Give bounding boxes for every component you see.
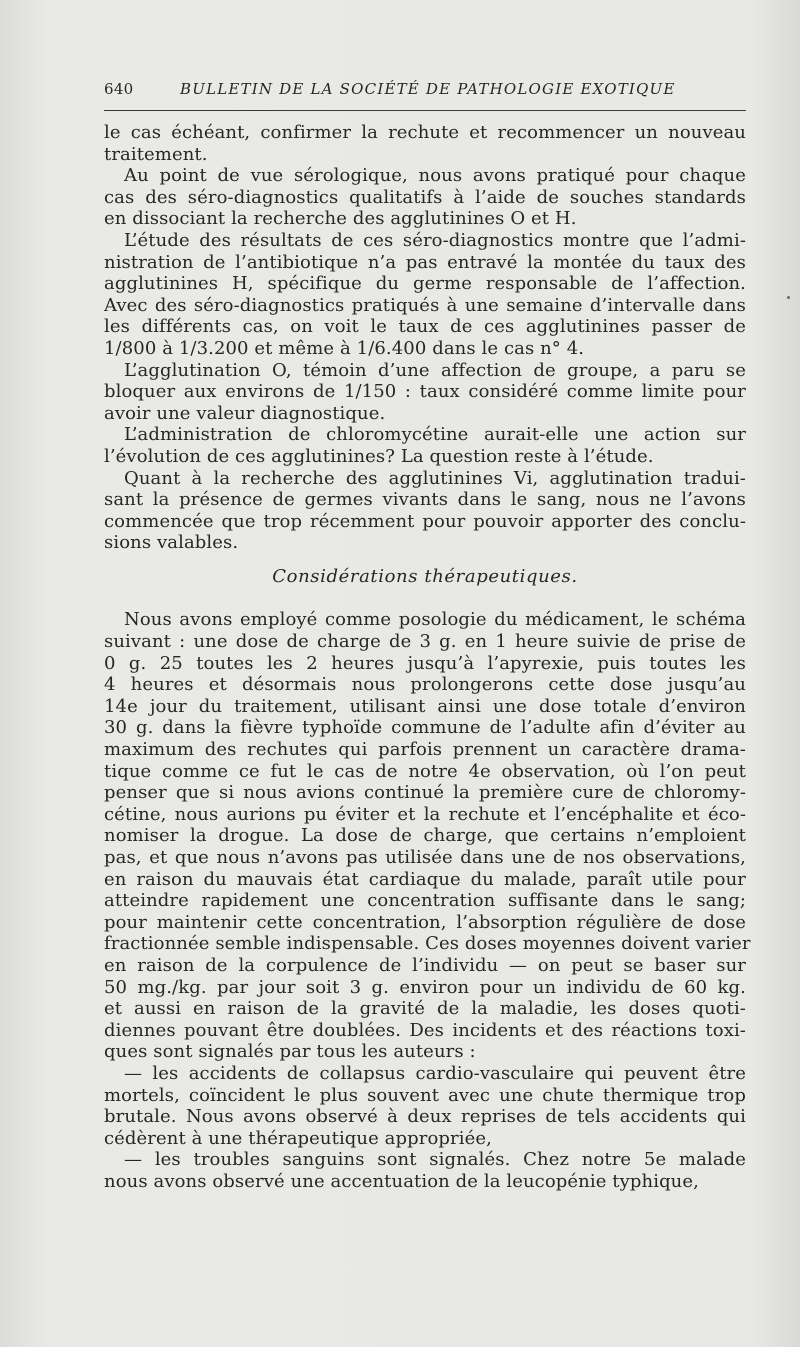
text-line: en raison du mauvais état cardiaque du malade, paraît utile pour [104, 868, 746, 890]
text-line: en dissociant la recherche des agglutinines O et H. [104, 208, 577, 230]
header-rule [104, 110, 746, 111]
text-line: nous avons observé une accentuation de la leucopénie typhique, [104, 1170, 699, 1192]
running-title: BULLETIN DE LA SOCIÉTÉ DE PATHOLOGIE EXOTIQUE [180, 80, 676, 98]
page-number: 640 [104, 80, 134, 98]
text-line: fractionnée semble indispensable. Ces doses moyennes doivent varier [104, 933, 751, 955]
paragraph [104, 360, 746, 425]
text-line: les différents cas, on voit le taux de ces agglutinines passer de [104, 316, 746, 338]
margin-speck [787, 296, 790, 299]
text-line: cas des séro-diagnostics qualitatifs à l’aide de souches standards [104, 186, 746, 208]
text-line: bloquer aux environs de 1/150 : taux considéré comme limite pour [104, 381, 746, 403]
paragraph [104, 122, 746, 165]
text-line: maximum des rechutes qui parfois prennent un caractère drama- [104, 739, 746, 761]
text-line: l’évolution de ces agglutinines? La question reste à l’étude. [104, 445, 654, 467]
text-line: Quant à la recherche des agglutinines Vi, agglutination tradui- [124, 467, 746, 489]
paragraph [104, 1149, 746, 1192]
text-line: Nous avons employé comme posologie du médicament, le schéma [124, 609, 746, 631]
body-text [104, 122, 751, 1193]
section-title: Considérations thérapeutiques. [272, 565, 578, 587]
text-line: mortels, coïncident le plus souvent avec une chute thermique trop [104, 1084, 746, 1106]
paragraph [104, 424, 746, 467]
text-line: 50 mg./kg. par jour soit 3 g. environ pour un individu de 60 kg. [104, 976, 746, 998]
paragraph [104, 609, 751, 1063]
text-line: Avec des séro-diagnostics pratiqués à une semaine d’intervalle dans [104, 294, 746, 316]
text-line: L’étude des résultats de ces séro-diagnostics montre que l’admi- [124, 229, 746, 251]
text-line: 1/800 à 1/3.200 et même à 1/6.400 dans le cas n° 4. [104, 337, 585, 359]
paragraph [104, 468, 746, 554]
text-line: diennes pouvant être doublées. Des incidents et des réactions toxi- [104, 1019, 746, 1041]
text-line: avoir une valeur diagnostique. [104, 402, 386, 424]
text-line: traitement. [104, 143, 208, 165]
text-line: Au point de vue sérologique, nous avons pratiqué pour chaque [124, 165, 746, 187]
text-line: nomiser la drogue. La dose de charge, que certains n’emploient [104, 825, 746, 847]
text-line: penser que si nous avions continué la première cure de chloromy- [104, 782, 746, 804]
text-line: 30 g. dans la fièvre typhoïde commune de l’adulte afin d’éviter au [104, 717, 746, 739]
text-line: le cas échéant, confirmer la rechute et recommencer un nouveau [104, 122, 746, 143]
page-header [104, 80, 746, 104]
text-line: cédèrent à une thérapeutique appropriée, [104, 1127, 492, 1149]
text-line: 4 heures et désormais nous prolongerons cette dose jusqu’au [104, 674, 746, 696]
text-line: et aussi en raison de la gravité de la maladie, les doses quoti- [104, 998, 746, 1020]
text-line: tique comme ce fut le cas de notre 4e observation, où l’on peut [104, 760, 746, 782]
text-line: suivant : une dose de charge de 3 g. en 1 heure suivie de prise de [104, 631, 746, 653]
text-line: 0 g. 25 toutes les 2 heures jusqu’à l’apyrexie, puis toutes les [104, 652, 746, 674]
text-line: commencée que trop récemment pour pouvoir apporter des conclu- [104, 510, 746, 532]
text-line: ques sont signalés par tous les auteurs : [104, 1041, 476, 1063]
text-line: en raison de la corpulence de l’individu — on peut se baser sur [104, 954, 746, 976]
paragraph [104, 165, 746, 230]
text-line: brutale. Nous avons observé à deux reprises de tels accidents qui [104, 1106, 746, 1128]
text-line: sant la présence de germes vivants dans le sang, nous ne l’avons [104, 489, 746, 511]
text-line: — les accidents de collapsus cardio-vasculaire qui peuvent être [124, 1062, 746, 1084]
text-line: atteindre rapidement une concentration suffisante dans le sang; [104, 890, 746, 912]
text-line: — les troubles sanguins sont signalés. Chez notre 5e malade [124, 1149, 746, 1171]
text-line: nistration de l’antibiotique n’a pas entravé la montée du taux des [104, 251, 746, 273]
paragraph [104, 1063, 746, 1149]
text-line: pas, et que nous n’avons pas utilisée dans une de nos observations, [104, 847, 746, 868]
text-line: agglutinines H, spécifique du germe responsable de l’affection. [104, 273, 746, 295]
paragraph [104, 230, 746, 360]
text-line: L’administration de chloromycétine aurait-elle une action sur [124, 424, 746, 446]
text-line: pour maintenir cette concentration, l’absorption régulière de dose [104, 911, 746, 933]
text-line: 14e jour du traitement, utilisant ainsi une dose totale d’environ [104, 695, 746, 717]
text-line: sions valables. [104, 532, 239, 554]
text-line: cétine, nous aurions pu éviter et la rechute et l’encéphalite et éco- [104, 803, 746, 825]
text-line: L’agglutination O, témoin d’une affection de groupe, a paru se [124, 359, 746, 381]
